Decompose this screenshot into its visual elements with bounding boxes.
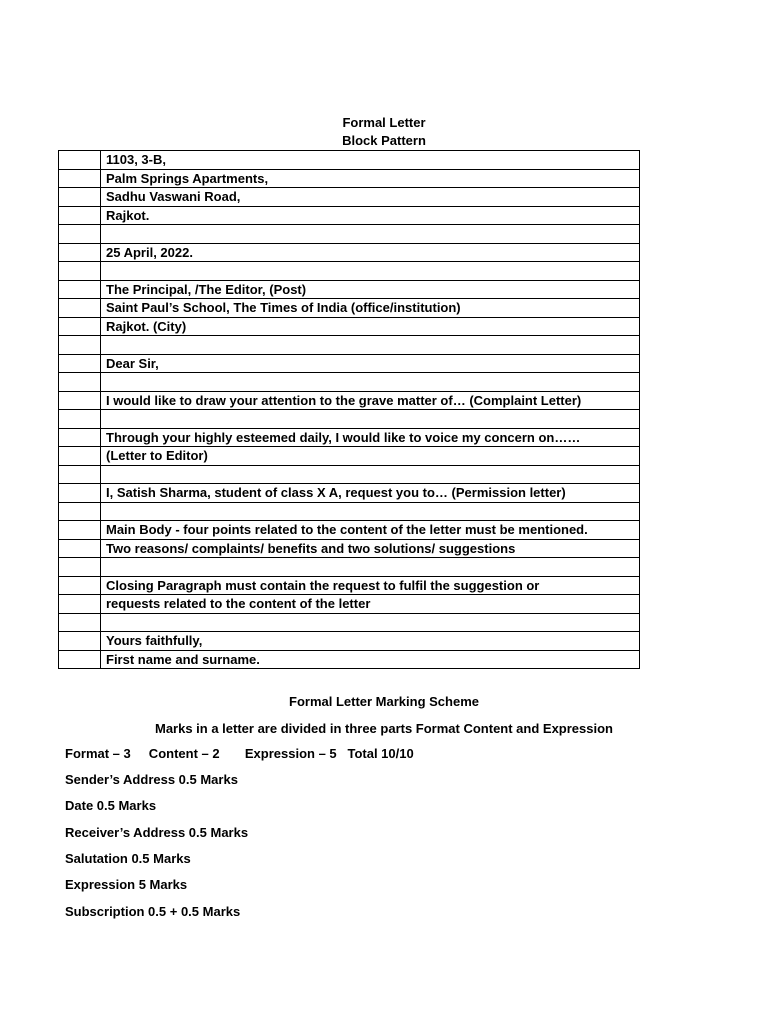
row-margin-cell <box>59 391 101 410</box>
row-margin-cell <box>59 336 101 355</box>
row-text-cell: I, Satish Sharma, student of class X A, request you to… (Permission letter) <box>101 484 640 503</box>
row-margin-cell <box>59 317 101 336</box>
table-row <box>59 169 640 188</box>
marks-item: Date 0.5 Marks <box>65 798 157 813</box>
table-row <box>59 206 640 225</box>
marks-item: Receiver’s Address 0.5 Marks <box>65 825 249 840</box>
row-margin-cell <box>59 225 101 244</box>
row-text-cell: 1103, 3-B, <box>101 151 640 170</box>
row-text-cell: Saint Paul’s School, The Times of India (office/institution) <box>101 299 640 318</box>
row-text-cell: Yours faithfully, <box>101 632 640 651</box>
row-text-cell: Sadhu Vaswani Road, <box>101 188 640 207</box>
row-text-cell: Closing Paragraph must contain the request to fulfil the suggestion or <box>101 576 640 595</box>
marks-summary: Format – 3 Content – 2 Expression – 5 Total 10/10 <box>65 746 414 761</box>
row-margin-cell <box>59 632 101 651</box>
table-row <box>59 262 640 281</box>
row-text-cell <box>101 410 640 429</box>
row-text-cell: Rajkot. (City) <box>101 317 640 336</box>
document-title: Formal Letter <box>342 115 426 130</box>
table-row <box>59 650 640 669</box>
table-row <box>59 595 640 614</box>
table-row <box>59 576 640 595</box>
row-text-cell: I would like to draw your attention to the grave matter of… (Complaint Letter) <box>101 391 640 410</box>
row-text-cell <box>101 502 640 521</box>
row-margin-cell <box>59 428 101 447</box>
row-text-cell: (Letter to Editor) <box>101 447 640 466</box>
row-margin-cell <box>59 243 101 262</box>
row-margin-cell <box>59 169 101 188</box>
table-row <box>59 539 640 558</box>
marking-scheme-subtitle: Marks in a letter are divided in three parts Format Content and Expression <box>154 721 613 736</box>
table-row <box>59 632 640 651</box>
row-margin-cell <box>59 521 101 540</box>
row-margin-cell <box>59 280 101 299</box>
table-row <box>59 151 640 170</box>
row-margin-cell <box>59 465 101 484</box>
table-row <box>59 447 640 466</box>
letter-format-table <box>58 150 640 669</box>
row-text-cell <box>101 465 640 484</box>
row-margin-cell <box>59 188 101 207</box>
table-row <box>59 502 640 521</box>
table-row <box>59 391 640 410</box>
row-margin-cell <box>59 151 101 170</box>
row-margin-cell <box>59 262 101 281</box>
row-margin-cell <box>59 484 101 503</box>
row-text-cell <box>101 558 640 577</box>
row-text-cell: Two reasons/ complaints/ benefits and two solutions/ suggestions <box>101 539 640 558</box>
table-row <box>59 613 640 632</box>
table-row <box>59 484 640 503</box>
table-row <box>59 317 640 336</box>
table-row <box>59 336 640 355</box>
row-text-cell <box>101 262 640 281</box>
row-text-cell: Dear Sir, <box>101 354 640 373</box>
marks-item: Subscription 0.5 + 0.5 Marks <box>65 904 241 919</box>
row-margin-cell <box>59 299 101 318</box>
row-text-cell: The Principal, /The Editor, (Post) <box>101 280 640 299</box>
document-subtitle: Block Pattern <box>342 133 426 148</box>
row-margin-cell <box>59 502 101 521</box>
table-row <box>59 373 640 392</box>
table-row <box>59 521 640 540</box>
row-text-cell <box>101 373 640 392</box>
marks-item: Sender’s Address 0.5 Marks <box>65 772 238 787</box>
row-text-cell <box>101 336 640 355</box>
marks-item: Salutation 0.5 Marks <box>65 851 191 866</box>
table-row <box>59 354 640 373</box>
row-text-cell <box>101 613 640 632</box>
row-margin-cell <box>59 206 101 225</box>
row-text-cell: requests related to the content of the letter <box>101 595 640 614</box>
table-row <box>59 225 640 244</box>
row-margin-cell <box>59 410 101 429</box>
row-margin-cell <box>59 558 101 577</box>
row-text-cell: Rajkot. <box>101 206 640 225</box>
row-margin-cell <box>59 373 101 392</box>
row-margin-cell <box>59 595 101 614</box>
marks-item: Expression 5 Marks <box>65 877 188 892</box>
table-row <box>59 410 640 429</box>
row-margin-cell <box>59 650 101 669</box>
table-row <box>59 280 640 299</box>
row-text-cell: First name and surname. <box>101 650 640 669</box>
table-row <box>59 428 640 447</box>
table-row <box>59 299 640 318</box>
table-row <box>59 558 640 577</box>
row-margin-cell <box>59 539 101 558</box>
table-row <box>59 243 640 262</box>
row-text-cell: Through your highly esteemed daily, I would like to voice my concern on…… <box>101 428 640 447</box>
row-text-cell: Main Body - four points related to the content of the letter must be mentioned. <box>101 521 640 540</box>
table-row <box>59 188 640 207</box>
row-margin-cell <box>59 576 101 595</box>
row-margin-cell <box>59 447 101 466</box>
row-margin-cell <box>59 354 101 373</box>
marking-scheme-title: Formal Letter Marking Scheme <box>289 694 479 709</box>
row-text-cell: 25 April, 2022. <box>101 243 640 262</box>
row-text-cell <box>101 225 640 244</box>
row-margin-cell <box>59 613 101 632</box>
row-text-cell: Palm Springs Apartments, <box>101 169 640 188</box>
table-row <box>59 465 640 484</box>
